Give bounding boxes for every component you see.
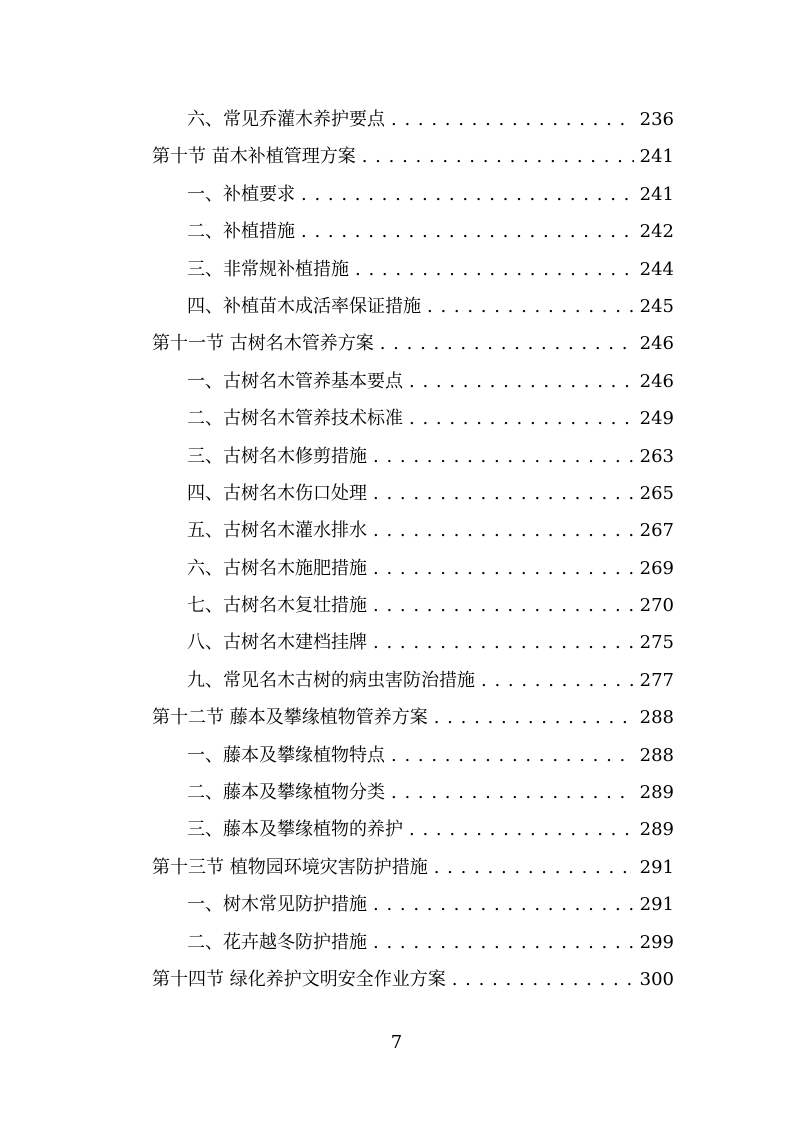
toc-entry-page-number: 246 <box>639 370 674 392</box>
toc-entry-page-number: 300 <box>639 968 674 990</box>
toc-subsection-row[interactable] <box>152 512 674 549</box>
toc-entry-title: 一、补植要求 <box>187 183 295 205</box>
toc-dot-leader <box>434 699 634 736</box>
toc-entry-page-number: 242 <box>639 221 674 243</box>
toc-entry-page-number: 288 <box>639 744 674 766</box>
toc-entry-page-number: 265 <box>639 482 674 504</box>
toc-subsection-row[interactable] <box>152 363 674 400</box>
toc-entry-title: 第十三节 植物园环境灾害防护措施 <box>152 856 428 878</box>
toc-dot-leader <box>434 849 634 886</box>
toc-entry-title: 第十四节 绿化养护文明安全作业方案 <box>152 968 446 990</box>
toc-dot-leader <box>409 363 634 400</box>
toc-entry-title: 三、古树名木修剪措施 <box>187 445 367 467</box>
toc-entry-page-number: 269 <box>639 557 674 579</box>
toc-subsection-row[interactable] <box>152 924 674 961</box>
toc-dot-leader <box>373 924 634 961</box>
toc-entry-page-number: 236 <box>639 109 674 130</box>
toc-entry-title: 一、树木常见防护措施 <box>187 894 367 916</box>
toc-dot-leader <box>481 662 634 699</box>
toc-dot-leader <box>373 587 634 624</box>
toc-entry-title: 二、花卉越冬防护措施 <box>187 931 367 953</box>
toc-entry-page-number: 291 <box>639 856 674 878</box>
toc-subsection-row[interactable] <box>152 251 674 288</box>
toc-entry-title: 第十二节 藤本及攀缘植物管养方案 <box>152 707 428 729</box>
toc-entry-title: 一、古树名木管养基本要点 <box>187 370 403 392</box>
toc-section-row[interactable] <box>152 325 674 362</box>
toc-subsection-row[interactable] <box>152 176 674 213</box>
toc-dot-leader <box>380 325 634 362</box>
toc-entry-title: 一、藤本及攀缘植物特点 <box>187 744 385 766</box>
toc-dot-leader <box>391 774 634 811</box>
toc-subsection-row[interactable] <box>152 737 674 774</box>
toc-entry-page-number: 246 <box>639 333 674 355</box>
toc-entry-page-number: 277 <box>639 669 674 691</box>
toc-entry-title: 九、常见名木古树的病虫害防治措施 <box>187 669 475 691</box>
toc-entry-title: 二、藤本及攀缘植物分类 <box>187 782 385 804</box>
toc-dot-leader <box>373 624 634 661</box>
toc-subsection-row[interactable] <box>152 774 674 811</box>
toc-dot-leader <box>373 475 634 512</box>
toc-section-row[interactable] <box>152 699 674 736</box>
toc-section-row[interactable] <box>152 138 674 175</box>
toc-dot-leader <box>391 737 634 774</box>
toc-dot-leader <box>373 550 634 587</box>
toc-entry-title: 第十一节 古树名木管养方案 <box>152 333 374 355</box>
toc-entry-page-number: 241 <box>639 183 674 205</box>
toc-subsection-row[interactable] <box>152 811 674 848</box>
toc-entry-page-number: 289 <box>639 819 674 841</box>
toc-entry-title: 七、古树名木复壮措施 <box>187 595 367 617</box>
toc-dot-leader <box>373 886 634 923</box>
toc-entry-title: 四、补植苗木成活率保证措施 <box>187 295 421 317</box>
toc-entry-title: 六、古树名木施肥措施 <box>187 557 367 579</box>
toc-subsection-row[interactable] <box>152 288 674 325</box>
toc-subsection-row[interactable] <box>152 662 674 699</box>
toc-entry-page-number: 275 <box>639 632 674 654</box>
toc-dot-leader <box>427 288 634 325</box>
toc-subsection-row[interactable] <box>152 587 674 624</box>
toc-dot-leader <box>362 138 634 175</box>
toc-entry-page-number: 249 <box>639 408 674 430</box>
toc-subsection-row[interactable] <box>152 624 674 661</box>
toc-subsection-row[interactable] <box>152 438 674 475</box>
toc-entry-title: 六、常见乔灌木养护要点 <box>187 109 385 130</box>
table-of-contents <box>152 101 674 998</box>
toc-entry-page-number: 263 <box>639 445 674 467</box>
toc-subsection-row[interactable] <box>152 475 674 512</box>
toc-dot-leader <box>355 251 634 288</box>
toc-subsection-row[interactable] <box>152 886 674 923</box>
toc-entry-page-number: 245 <box>639 295 674 317</box>
toc-subsection-row[interactable] <box>152 213 674 250</box>
toc-dot-leader <box>409 400 634 437</box>
toc-entry-title: 三、藤本及攀缘植物的养护 <box>187 819 403 841</box>
toc-entry-page-number: 270 <box>639 595 674 617</box>
toc-dot-leader <box>301 176 634 213</box>
toc-subsection-row[interactable] <box>152 550 674 587</box>
toc-entry-page-number: 291 <box>639 894 674 916</box>
toc-entry-page-number: 299 <box>639 931 674 953</box>
toc-entry-page-number: 244 <box>639 258 674 280</box>
toc-dot-leader <box>409 811 634 848</box>
toc-section-row[interactable] <box>152 961 674 998</box>
toc-entry-title: 四、古树名木伤口处理 <box>187 482 367 504</box>
toc-entry-page-number: 289 <box>639 782 674 804</box>
page-number: 7 <box>390 1032 403 1053</box>
toc-dot-leader <box>452 961 634 998</box>
toc-subsection-row[interactable] <box>152 400 674 437</box>
toc-entry-title: 五、古树名木灌水排水 <box>187 520 367 542</box>
toc-entry-title: 八、古树名木建档挂牌 <box>187 632 367 654</box>
toc-entry-page-number: 267 <box>639 520 674 542</box>
toc-subsection-row[interactable] <box>152 101 674 138</box>
toc-dot-leader <box>373 438 634 475</box>
toc-entry-title: 三、非常规补植措施 <box>187 258 349 280</box>
toc-dot-leader <box>391 101 634 138</box>
toc-entry-title: 二、古树名木管养技术标准 <box>187 408 403 430</box>
toc-section-row[interactable] <box>152 849 674 886</box>
toc-entry-title: 第十节 苗木补植管理方案 <box>152 146 356 168</box>
toc-entry-page-number: 288 <box>639 707 674 729</box>
toc-dot-leader <box>373 512 634 549</box>
toc-entry-title: 二、补植措施 <box>187 221 295 243</box>
toc-entry-page-number: 241 <box>639 146 674 168</box>
toc-dot-leader <box>301 213 634 250</box>
